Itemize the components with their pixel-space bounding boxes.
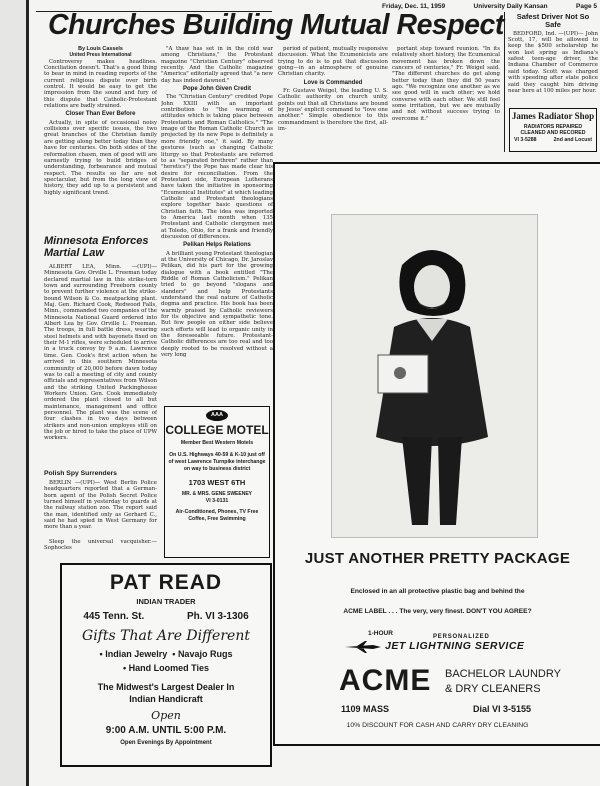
polish-headline: Polish Spy Surrenders — [44, 470, 117, 477]
acme-address: 1109 MASS — [341, 704, 390, 714]
motel-directions: On U.S. Highways 40-59 & K-10 just off of west Lawrence Turnpike interchange on way to business district — [168, 452, 266, 472]
masthead-page: Page 5 — [576, 3, 597, 10]
masthead-date: Friday, Dec. 11, 1959 — [382, 3, 446, 10]
pat-read-evenings: Open Evenings By Appointment — [120, 740, 212, 746]
radiator-line2: CLEANED AND RECORED — [520, 130, 586, 136]
acme-body1: Enclosed in an all protective plastic bag and behind the — [350, 588, 525, 595]
acme-hour: 1-HOUR — [368, 630, 393, 637]
masthead-paper: University Daily Kansan — [473, 3, 548, 10]
pat-read-address: 445 Tenn. St. — [83, 611, 145, 622]
motel-address: 1703 WEST 6TH — [188, 478, 246, 487]
story-text: Actually, in spite of occasional noisy collisions over specific issues, the two great branches of the Christian family are getting along better today than they have for centuries. On both sides of the reformation chasm, men of good will are earnestly trying to build bridges of understanding, forbearance and mutual respect. The results so far are not spectacular, but from the long view of history, they add up to a persistent and highly significant trend. — [44, 119, 157, 196]
main-headline: Churches Building Mutual Respect — [48, 9, 504, 41]
pat-read-ad — [60, 563, 272, 767]
pat-read-name: PAT READ — [109, 571, 223, 594]
story-text: Fr. Gustave Weigel, the leading U. S. Catholic authority on church unity, points out that all Christians are bound by Jesus' explicit command to "love one another." Simple obedience to this commandment is therefore the first, all-im- — [278, 88, 388, 133]
aaa-logo: AAA — [206, 410, 228, 421]
acme-body2: ACME LABEL . . . The very, very finest. DON'T YOU AGREE? — [343, 608, 532, 615]
main-story-col2 — [161, 46, 273, 386]
main-story-col4 — [392, 46, 500, 158]
pat-read-hours: 9:00 A.M. UNTIL 5:00 P.M. — [105, 725, 227, 736]
radiator-contact — [510, 136, 596, 143]
pat-read-contact — [62, 611, 270, 622]
acme-jet: JET LIGHTNING SERVICE — [385, 640, 525, 652]
acme-headline: JUST ANOTHER PRETTY PACKAGE — [304, 550, 571, 567]
main-story-col3 — [278, 46, 388, 158]
pat-read-items-row2: • Hand Loomed Ties — [122, 663, 210, 673]
adjacent-page-strip — [0, 0, 26, 786]
acme-dial: Dial VI 3-5155 — [473, 704, 532, 714]
polish-text: BERLIN —(UPI)— West Berlin Police headquarters reported that a German-born agent of the Polish Secret Police turned himself in yesterday to guards at the railway station zoo. The report said the man, identified only as Gerhard C., said he had spied in West Germany for more than a year. — [44, 480, 157, 531]
story-text: "A thaw has set in in the cold war among Christians," the Protestant magazine "Christian Century" observed recently. And the Catholic magazine "America" editorially agreed that "a new day has indeed dawned." — [161, 46, 273, 84]
pat-read-claim2: Indian Handicraft — [129, 694, 203, 704]
agency: United Press International — [69, 52, 132, 59]
newspaper-page — [26, 0, 600, 786]
item-rugs: Navajo Rugs — [177, 649, 233, 659]
page-edge-line — [26, 0, 29, 786]
pat-read-phone: Ph. VI 3-1306 — [186, 611, 249, 622]
item-jewelry: Indian Jewelry — [105, 649, 168, 659]
motel-owners: MR. & MRS. GENE SWEENEY — [181, 491, 252, 497]
motel-phone: VI 3-0131 — [205, 498, 229, 504]
story-text: Controversy makes headlines. Conciliation doesn't. That's a good thing to bear in mind in reading reports of the current religious dispute over birth control. It would be easy to get the impression from the sound and fury of this dispute that Catholic-Protestant relations are badly strained. — [44, 58, 157, 110]
subhead: Pope John Given Credit — [182, 86, 251, 93]
item-ties: Hand Loomed Ties — [128, 663, 210, 673]
subhead: Pelikan Helps Relations — [183, 242, 251, 249]
jet-plane-icon — [343, 640, 383, 654]
motel-amenities: Air-Conditioned, Phones, TV Free Coffee, Free Swimming — [175, 509, 259, 522]
acme-bachelor: BACHELOR LAUNDRY — [445, 668, 561, 680]
acme-logo: ACME — [339, 664, 432, 697]
pat-read-tagline: Gifts That Are Different — [82, 628, 250, 644]
story-text: portant step toward reunion. "In its relatively short history, the Ecumenical movement has broken down the cancers of centuries," Fr. Weigel said. "The different churches do get along better today than they did 50 years ago. "We recognize one another as we see good will in each other; we hold converse with each other. We still feel some irritation, but we are mutually and not without success trying to overcome it." — [392, 46, 500, 122]
pat-read-claim1: The Midwest's Largest Dealer In — [97, 682, 235, 692]
byline: By Louis Cassels — [78, 46, 123, 52]
story-text: The "Christian Century" credited Pope John XXIII with an important contribution to "the warming of attitudes which is taking place between Protestants and Roman Catholics." "The image of the Roman Catholic Church as projected by its new Pope is definitely a more friendly one," it said. By many gestures (such as changing Catholic liturgy so that Protestants are referred to as "separated brethren" rather than "heretics") the Pope has made clear his desire for reconciliation. From the Protestant side, European Lutherans have taken the initiative in sponsoring "Ecumenical Institutes" at which leading Catholic and Protestant theologians explore together basic questions of Christian faith. The idea was imported to America last month when 135 Protestant and Catholic clergymen met at Toledo, Ohio, for a frank and friendly discussion of differences. — [161, 94, 273, 240]
motel-member: Member Best Western Motels — [180, 440, 254, 446]
college-motel-ad — [164, 406, 270, 558]
subhead: Love is Commanded — [303, 79, 363, 86]
minnesota-text: ALBERT LEA, Minn. —(UPI)— Minnesota Gov. Orville L. Freeman today declared martial law in this strike-torn town and surrounding Freeborn county to prevent further violence at the strike-bound Wilson & Co. meatpacking plant. Maj. Gen. Richard Cook, Redwood Falls, Minn., commanded two companies of the Minnesota National Guard ordered into Albert Lea by Gov. Orville L. Freeman. The troops, in full battle dress, wearing steel helmets and with bayonets fixed on their M-1 rifles, were scheduled to arrive in a truck convoy by 9 a.m. Lawrence time. Gen. Cook's first action when he arrived in this southern Minnesota community of 20,000 before dawn today was to call a meeting of city and county officials and representatives from Wilson and the striking United Packinghouse Workers Union. Gen. Cook immediately ordered the plant closed to all but maintenance, management and office personnel. The plant was the scene of four clashes in two days between strikers and non-union employes still on the job or hired to take the place of UPW workers. — [44, 264, 157, 442]
safest-driver-headline: Safest Driver Not So Safe — [516, 12, 590, 29]
safest-driver-text: BEDFORD, Ind. —(UPI)— John Scott, 17, will be allowed to keep the $500 scholarship he won last spring as Indiana's safest teen-age driver, the Indiana Chamber of Commerce said today. Scott was charged with speeding after state police said they caught him driving near here at 100 miles per hour. — [508, 30, 598, 93]
pat-read-items-row1: • Indian Jewelry • Navajo Rugs — [99, 649, 233, 659]
acme-personalized: PERSONALIZED — [433, 634, 490, 640]
radiator-line1: RADIATORS REPAIRED — [523, 124, 583, 130]
acme-dry: & DRY CLEANERS — [445, 683, 541, 695]
ad-photo — [331, 214, 538, 538]
acme-discount: 10% DISCOUNT FOR CASH AND CARRY DRY CLEANING — [346, 722, 529, 729]
radiator-address: 2nd and Locust — [553, 137, 592, 143]
story-text: A brilliant young Protestant theologian at the University of Chicago, Dr. Jaroslav Pelikan, did his part for the growing dialogue with a book entitled "The Riddle of Roman Catholicism." Pelikan tried to go beyond "slogans and slanders" and help Protestants understand the real nature of Catholic dogma and practice. His book has been warmly praised by Catholic reviewers for its objective and sympathetic tone. But few people on either side believe such efforts will lead to organic unity in the foreseeable future. Protestant-Catholic differences are too real and too deeply rooted to be resolved without a very long — [161, 250, 273, 359]
motel-name: COLLEGE MOTEL — [165, 423, 269, 437]
pat-read-sub: INDIAN TRADER — [136, 597, 196, 606]
main-story-col1 — [44, 46, 157, 234]
radiator-ad — [509, 108, 597, 152]
safest-driver-story — [508, 13, 598, 93]
radiator-name: James Radiator Shop — [511, 111, 595, 121]
pat-read-open: Open — [151, 709, 181, 722]
radiator-phone: VI 3-5288 — [514, 137, 537, 143]
minnesota-headline: Minnesota Enforces Martial Law — [44, 235, 149, 259]
subhead: Closer Than Ever Before — [65, 111, 136, 118]
woman-with-package-illustration — [332, 215, 537, 537]
story-text: period of patient, mutually responsive discussion. What the Ecumenicists are trying to do is to put that discussion going—in an atmosphere of genuine Christian charity. — [278, 46, 388, 78]
acme-ad — [273, 162, 600, 746]
column-rule — [504, 12, 505, 152]
quote-text: Sleep the universal vacquisher.—Sophocles — [44, 539, 157, 552]
